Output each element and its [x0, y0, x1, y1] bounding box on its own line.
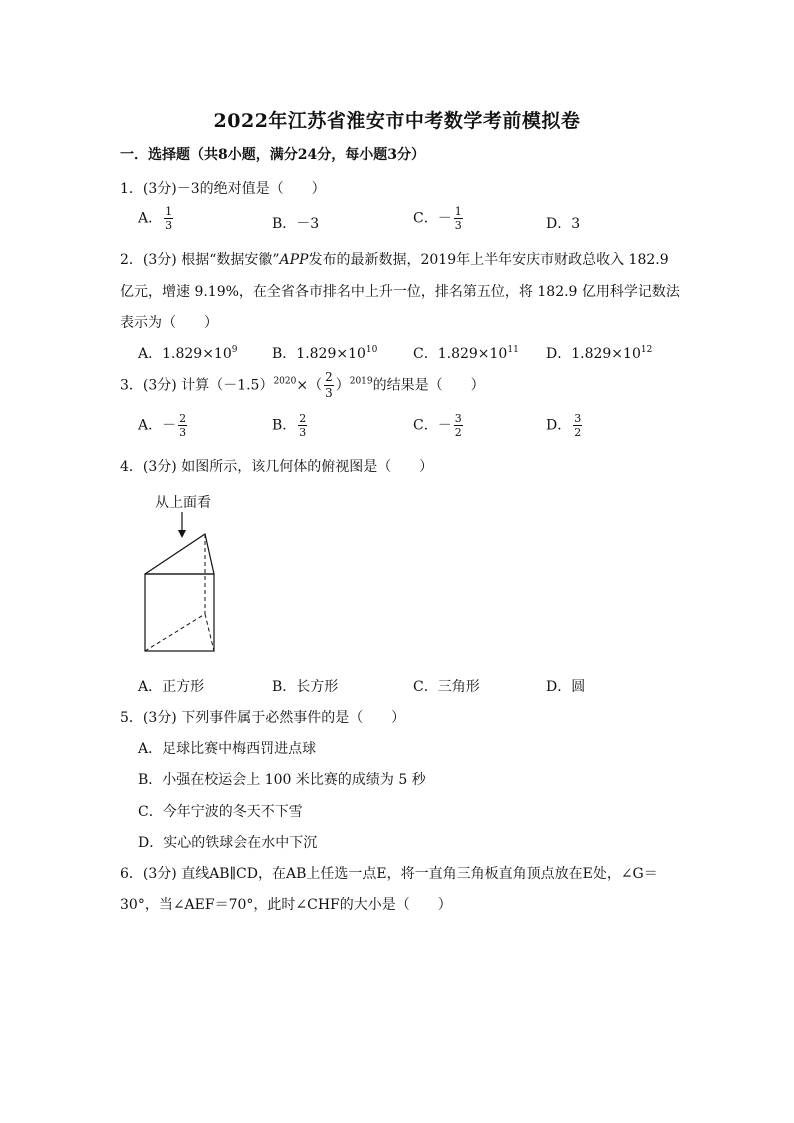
- q5-option-b: B．小强在校运会上 100 米比赛的成绩为 5 秒: [138, 772, 426, 788]
- question-2-line-3: 表示为（ ）: [120, 315, 218, 331]
- fraction-denominator: 3: [179, 426, 187, 439]
- prism-figure: [138, 510, 228, 658]
- fraction-numerator: 1: [454, 205, 462, 218]
- q3-exponent-1: 2020: [273, 376, 297, 387]
- fraction-denominator: 2: [454, 426, 462, 439]
- q4-option-a: A．正方形: [138, 679, 205, 695]
- q3-option-a-fraction: [178, 412, 187, 439]
- q2-option-a: [138, 343, 237, 363]
- fraction-denominator: 3: [325, 386, 333, 400]
- q2-option-b: [272, 343, 377, 363]
- q3-option-b: [272, 412, 309, 439]
- prism-hidden-base-edge: [145, 614, 205, 651]
- fraction-numerator: 2: [325, 370, 333, 384]
- question-6-line-1: 6．(3分) 直线AB∥CD，在AB上任选一点E，将一直角三角板直角顶点放在E处，∠G＝: [120, 866, 658, 882]
- q5-option-d: D．实心的铁球会在水中下沉: [138, 835, 318, 851]
- prism-hidden-base-edge-2: [205, 614, 214, 651]
- q2-option-b-exponent: 10: [365, 345, 378, 355]
- q3-suffix: 的结果是（ ）: [372, 377, 485, 394]
- fraction-numerator: 1: [165, 205, 173, 218]
- fraction-numerator: 2: [179, 412, 187, 425]
- q3-option-d-label: D．: [546, 417, 572, 434]
- q3-option-a-label: A．－: [138, 417, 177, 434]
- q2-app-text: APP: [279, 252, 309, 268]
- q3-fraction: [324, 370, 334, 401]
- q2-option-c: [413, 343, 519, 363]
- fraction-denominator: 3: [165, 219, 173, 232]
- q5-option-c: C．今年宁波的冬天不下雪: [138, 804, 303, 820]
- q3-times: ×（: [296, 377, 323, 394]
- prism-top-edges: [145, 534, 214, 574]
- q3-option-a: [138, 412, 189, 439]
- fraction-numerator: 2: [299, 412, 307, 425]
- q4-option-c: C．三角形: [413, 679, 480, 695]
- q4-option-d: D．圆: [546, 679, 586, 695]
- arrow-head: [178, 530, 186, 538]
- q3-option-c-label: C．－: [413, 417, 452, 434]
- q2-option-c-base: C．1.829×10: [413, 346, 508, 362]
- q2-option-a-exponent: 9: [231, 345, 238, 355]
- q1-option-b: B．－3: [272, 216, 320, 232]
- q3-option-c-fraction: [454, 412, 463, 439]
- q4-option-b: B．长方形: [272, 679, 339, 695]
- fraction-numerator: 3: [574, 412, 582, 425]
- section-heading: 一．选择题（共8小题，满分24分，每小题3分）: [120, 147, 425, 163]
- question-6-line-2: 30°，当∠AEF＝70°，此时∠CHF的大小是（ ）: [120, 897, 452, 913]
- figure-label: 从上面看: [155, 495, 211, 511]
- q2-option-b-base: B．1.829×10: [272, 346, 366, 362]
- page-title: 2022年江苏省淮安市中考数学考前模拟卷: [213, 110, 581, 132]
- q1-option-c-label: C．－: [413, 210, 452, 227]
- fraction-numerator: 3: [454, 412, 462, 425]
- q2-option-c-exponent: 11: [507, 345, 519, 355]
- q1-option-a-label: A．: [138, 210, 163, 227]
- question-3-stem: [120, 370, 485, 401]
- q1-option-d: D．3: [546, 216, 581, 232]
- prism-front-face: [145, 574, 214, 651]
- q3-close-paren: ）: [335, 377, 350, 394]
- q5-option-a: A．足球比赛中梅西罚进点球: [138, 741, 317, 757]
- question-2-line-2: 亿元，增速 9.19%，在全省各市排名中上升一位，排名第五位，将 182.9 亿用科学记数法: [120, 284, 680, 300]
- q2-option-d-base: D．1.829×10: [546, 346, 641, 362]
- q2-line-1-text-b: 发布的最新数据，2019年上半年安庆市财政总收入 182.9: [308, 252, 669, 268]
- question-5-stem: 5．(3分) 下列事件属于必然事件的是（ ）: [120, 710, 406, 726]
- q1-option-a: [138, 205, 175, 232]
- q2-option-a-base: A．1.829×10: [138, 346, 232, 362]
- q3-prefix: 3．(3分) 计算（－1.5）: [120, 377, 274, 394]
- q1-option-a-fraction: [164, 205, 173, 232]
- q3-option-b-fraction: [298, 412, 307, 439]
- question-4-stem: 4．(3分) 如图所示，该几何体的俯视图是（ ）: [120, 459, 434, 475]
- q2-option-d-exponent: 12: [640, 345, 653, 355]
- fraction-denominator: 2: [574, 426, 582, 439]
- fraction-denominator: 3: [454, 219, 462, 232]
- q2-option-d: [546, 343, 652, 363]
- q3-option-c: [413, 412, 465, 439]
- question-1-stem: 1．(3分)－3的绝对值是（ ）: [120, 181, 326, 197]
- q3-exponent-2: 2019: [349, 376, 373, 387]
- q3-option-d-fraction: [573, 412, 582, 439]
- question-2-line-1: [120, 249, 669, 269]
- q1-option-c: [413, 205, 465, 232]
- q3-option-b-label: B．: [272, 417, 297, 434]
- q2-line-1-text: 2．(3分) 根据“数据安徽”: [120, 252, 280, 268]
- fraction-denominator: 3: [299, 426, 307, 439]
- q3-option-d: [546, 412, 584, 439]
- q1-option-c-fraction: [454, 205, 463, 232]
